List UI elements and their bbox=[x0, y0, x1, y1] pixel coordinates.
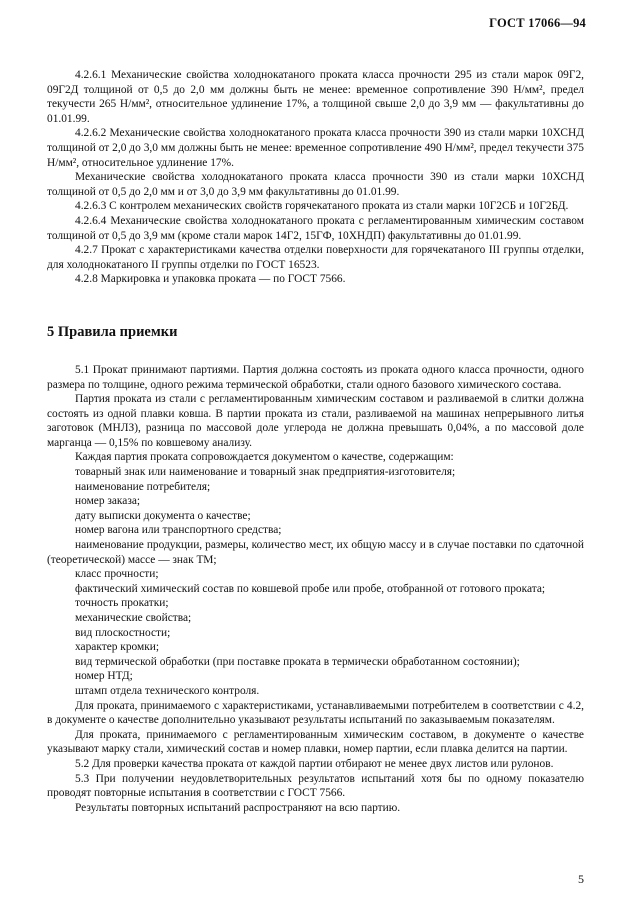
section-5-body bbox=[47, 363, 584, 815]
section-title: 5 Правила приемки bbox=[47, 323, 178, 340]
paragraph: 5.2 Для проверки качества проката от каждой партии отбирают не менее двух листов или рулонов. bbox=[75, 757, 554, 770]
paragraph: Механические свойства холоднокатаного проката класса прочности 390 из стали марки 10ХСНД толщиной от 0,5 до 2,0 мм и от 3,0 до 3,9 мм факультативны до 01.01.99. bbox=[47, 171, 584, 198]
paragraph: Каждая партия проката сопровождается документом о качестве, содержащим: bbox=[75, 451, 454, 464]
list-item: наименование потребителя; bbox=[75, 480, 211, 493]
paragraph: 5.1 Прокат принимают партиями. Партия должна состоять из проката одного класса прочности, одного размера по толщине, одного режима термической обработки, стали одного базового химического состава. bbox=[47, 363, 584, 391]
list-item: наименование продукции, размеры, количество мест, их общую массу и в случае поставки по сдаточной (теоретической) массе — знак ТМ; bbox=[47, 539, 584, 566]
list-item: штамп отдела технического контроля. bbox=[75, 684, 260, 697]
list-item: товарный знак или наименование и товарный знак предприятия-изготовителя; bbox=[75, 466, 456, 479]
list-item: номер вагона или транспортного средства; bbox=[75, 524, 282, 537]
paragraph: 5.3 При получении неудовлетворительных результатов испытаний хотя бы по одному показателю проводят повторные испытания в соответствии с ГОСТ 7566. bbox=[47, 772, 584, 800]
paragraph: 4.2.7 Прокат с характеристиками качества отделки поверхности для горячекатаного III группы отделки, для холоднокатаного II группы отделки по ГОСТ 16523. bbox=[47, 244, 584, 271]
list-item: фактический химический состав по ковшевой пробе или пробе, отобранной от готового проката; bbox=[75, 582, 546, 595]
list-item: номер НТД; bbox=[75, 670, 133, 683]
paragraph: Для проката, принимаемого с регламентированным химическим составом, в документе о качестве указывают марку стали, химический состав и номер плавки, номер партии, если плавка делится на партии. bbox=[47, 728, 584, 756]
paragraph: 4.2.6.4 Механические свойства холоднокатаного проката с регламентированным химическим составом толщиной от 0,5 до 3,9 мм (кроме стали марок 14Г2, 15ГФ, 10ХНДП) факультативны до 01.01.99. bbox=[47, 214, 584, 242]
paragraph: Результаты повторных испытаний распространяют на всю партию. bbox=[75, 801, 401, 814]
list-item: вид плоскостности; bbox=[75, 626, 171, 639]
document-body bbox=[47, 68, 584, 815]
clauses-4-2 bbox=[47, 68, 584, 287]
page-number: 5 bbox=[578, 872, 584, 886]
paragraph: Для проката, принимаемого с характеристиками, устанавливаемыми потребителем в соответствии с 4.2, в документе о качестве дополнительно указывают результаты испытаний по заказываемым показателям. bbox=[47, 699, 584, 727]
list-item: дату выписки документа о качестве; bbox=[75, 509, 251, 522]
paragraph: 4.2.6.3 С контролем механических свойств горячекатаного проката из стали марки 10Г2СБ и 10Г2БД. bbox=[75, 200, 569, 213]
standard-header: ГОСТ 17066—94 bbox=[489, 16, 586, 30]
paragraph: 4.2.8 Маркировка и упаковка проката — по ГОСТ 7566. bbox=[75, 273, 346, 286]
list-item: номер заказа; bbox=[75, 495, 141, 508]
list-item: точность прокатки; bbox=[75, 597, 169, 610]
list-item: вид термической обработки (при поставке проката в термически обработанном состоянии); bbox=[75, 655, 520, 668]
paragraph: 4.2.6.2 Механические свойства холоднокатаного проката класса прочности 390 из стали марки 10ХСНД толщиной от 2,0 до 3,0 мм должны быть не менее: временное сопротивление 490 Н/мм², предел текучести 375 Н/мм², относительное удлинение 17%. bbox=[47, 127, 584, 169]
list-item: характер кромки; bbox=[75, 641, 160, 654]
list-item: механические свойства; bbox=[75, 612, 192, 624]
paragraph: 4.2.6.1 Механические свойства холоднокатаного проката класса прочности 295 из стали марок 09Г2, 09Г2Д толщиной от 0,5 до 2,0 мм должны быть не менее: временное сопротивление 390 Н/мм², предел текучести 265 Н/мм², относительное удлинение 17%, а толщиной свыше 2,0 до 3,9 мм — факультативны до 01.01.99. bbox=[47, 69, 584, 125]
list-item: класс прочности; bbox=[75, 568, 159, 581]
paragraph: Партия проката из стали с регламентированным химическим составом и разливаемой в слитки должна состоять из одной плавки ковша. В партии проката из стали, разливаемой на машинах непрерывного литья заготовок (МНЛЗ), разница по массовой доле углерода не должна превышать 0,04%, а по массовой доле марганца — 0,15% по ковшевому анализу. bbox=[47, 393, 584, 449]
